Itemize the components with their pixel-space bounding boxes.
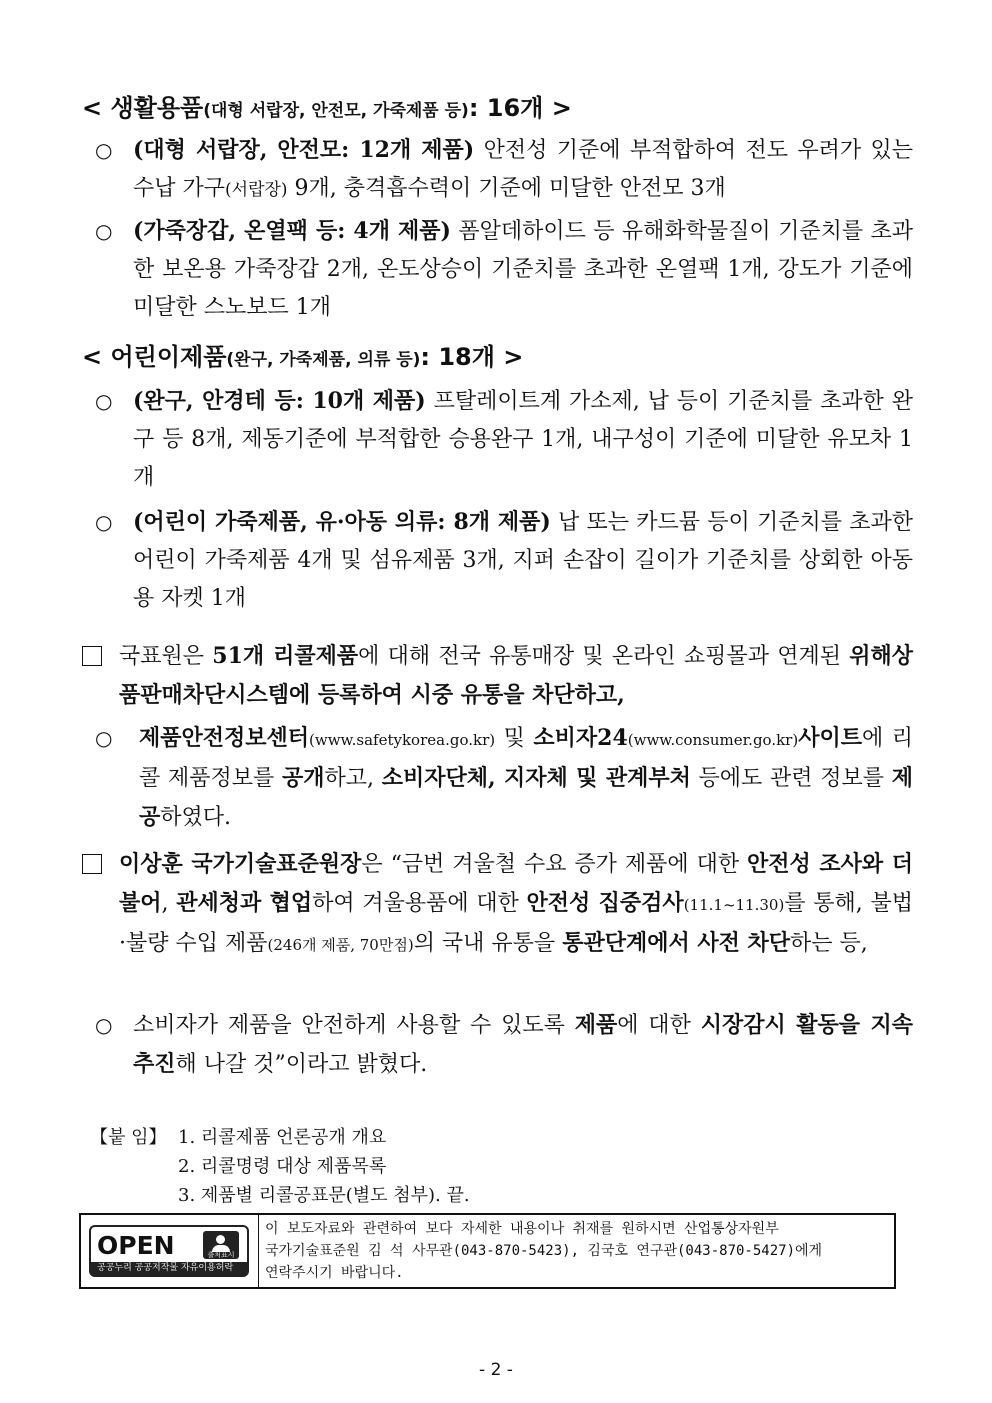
item-text: 안전성 기준에 부적합하여 전도 우려가 있는 수납 가구 [133,138,914,201]
circle-bullet-icon: ○ [95,510,113,534]
para-bold-text: 제품 [574,1012,618,1038]
section-heading-count: : 18개 > [420,343,524,371]
para-bold-text: 위해상품판매차단시스템에 등록하여 시중 유통을 차단하고, [119,643,913,708]
attachments-list [178,1123,470,1210]
circle-bullet-icon: ○ [95,219,113,243]
section-heading-household [82,92,572,127]
para-text: 은 “금번 겨울철 수요 증가 제품에 대한 [361,852,748,877]
para-bold-text: 안전성 조사와 더불어 [119,851,913,916]
contact-line: 연락주시기 바랍니다. [265,1265,404,1281]
item-bold-text: (어린이 가죽제품, 유·아동 의류: 8개 제품) [133,509,551,535]
attachment-item: 2. 리콜명령 대상 제품목록 [178,1156,387,1177]
para-bold-text: 통관단계에서 사전 차단 [562,930,791,956]
checkbox-square-icon [82,854,102,874]
para-text: 를 통해, 불법·불량 수입 제품 [119,891,913,956]
safetykorea-link-label: 제품안전정보센터 [139,725,310,751]
circle-bullet-icon: ○ [95,726,113,750]
para-text: 의 국내 유통을 [413,931,563,956]
para-bold-text: 안전성 집중검사 [526,890,684,916]
list-item [95,719,913,837]
para-bold-text: 51개 리콜제품 [212,643,359,669]
attribution-badge-text: 출처표시 [207,1251,235,1259]
contact-line: 국가기술표준원 김 석 사무관(043-870-5423), 김국호 연구관(043-870-5427)에게 [265,1243,823,1259]
consumer24-link-label: 소비자24 [533,725,628,751]
attachment-item: 1. 리콜제품 언론공개 개요 [178,1127,387,1148]
para-text: 하여 겨울용품에 대한 [312,891,527,916]
kogl-license-bar: 공공누리 공공저작물 자유이용허락 [91,1262,247,1275]
para-text: 에 대해 전국 유통매장 및 온라인 쇼핑몰과 연계된 [358,644,850,669]
circle-bullet-icon: ○ [95,389,113,413]
para-text: 하고, [324,766,382,791]
item-bold-text: (완구, 안경테 등: 10개 제품) [133,388,426,414]
para-text: , [161,891,177,916]
para-text: 해 나갈 것”이라고 밝혔다. [175,1052,428,1077]
item-text: 납 또는 카드뮴 등이 기준치를 초과한 어린이 가죽제품 4개 및 섬유제품 3개, 지퍼 손잡이 길이가 기준치를 상회한 아동용 자켓 1개 [133,510,913,611]
para-bold-text: 시장감시 활동을 지속 추진 [133,1012,914,1077]
paragraph-director-quote [82,845,913,964]
open-logo-text: OPEN [97,1231,175,1260]
para-small-text: (246개 제품, 70만점) [267,936,414,954]
para-bold-text: 소비자단체, 지자체 및 관계부처 [381,765,691,791]
item-bold-text: (가죽장갑, 온열팩 등: 4개 제품) [133,218,451,244]
attribution-person-icon [203,1231,239,1259]
list-item [95,382,913,497]
section-heading-title: < 어린이제품 [82,343,227,371]
para-text: 하였다. [160,805,232,830]
list-item [95,131,913,209]
item-text-cont: 9개, 충격흡수력이 기준에 미달한 안전모 3개 [287,176,726,201]
checkbox-square-icon [82,646,102,666]
item-small-text: (서랍장) [225,180,288,200]
contact-footer-box [79,1213,896,1289]
para-small-text: (11.1~11.30) [683,896,785,914]
para-bold-text: 공개 [281,765,325,791]
para-text: 하는 등, [790,931,868,956]
contact-text [265,1218,893,1284]
contact-line: 이 보도자료와 관련하여 보다 자세한 내용이나 취재를 원하시면 산업통상자원부 [265,1221,779,1237]
circle-bullet-icon: ○ [95,1013,113,1037]
para-text: 에 대한 [617,1013,701,1038]
paragraph-recall-registration [82,637,913,715]
item-text: 프탈레이트계 가소제, 납 등이 기준치를 초과한 완구 등 8개, 제동기준에 부적합한 승용완구 1개, 내구성이 기준에 미달한 유모차 1개 [133,389,913,490]
para-bold-text: 사이트 [798,725,862,751]
open-license-cell [81,1215,259,1287]
attachments-label: 【붙 임】 [90,1127,167,1148]
list-item [95,1006,913,1084]
safetykorea-url: (www.safetykorea.go.kr) [309,731,496,749]
consumer24-url: (www.consumer.go.kr) [627,731,799,749]
item-text: 폼알데하이드 등 유해화학물질이 기준치를 초과한 보온용 가죽장갑 2개, 온도상승이 기준치를 초과한 온열팩 1개, 강도가 기준에 미달한 스노보드 1개 [133,219,913,320]
page-number: - 2 - [479,1360,513,1380]
para-bold-text: 관세청과 협업 [176,890,313,916]
para-bold-text: 이상훈 국가기술표준원장 [119,851,362,877]
para-text: 에 리콜 제품정보를 [139,726,913,791]
attachment-item: 3. 제품별 리콜공표문(별도 첨부). 끝. [178,1185,470,1206]
para-text: 등에도 관련 정보를 [690,766,892,791]
section-heading-count: : 16개 > [468,94,572,122]
para-text: 및 [495,726,534,751]
kogl-open-logo [89,1225,249,1277]
section-heading-title: < 생활용품 [82,94,204,122]
section-heading-children [82,341,523,376]
list-item [95,503,913,618]
list-item [95,212,913,327]
para-text: 국표원은 [119,644,213,669]
section-heading-subtitle: (완구, 가죽제품, 의류 등) [226,350,421,370]
para-bold-text: 제공 [139,765,914,830]
section-heading-subtitle: (대형 서랍장, 안전모, 가죽제품 등) [203,101,469,121]
item-bold-text: (대형 서랍장, 안전모: 12개 제품) [133,137,475,163]
circle-bullet-icon: ○ [95,138,113,162]
para-text: 소비자가 제품을 안전하게 사용할 수 있도록 [133,1013,575,1038]
